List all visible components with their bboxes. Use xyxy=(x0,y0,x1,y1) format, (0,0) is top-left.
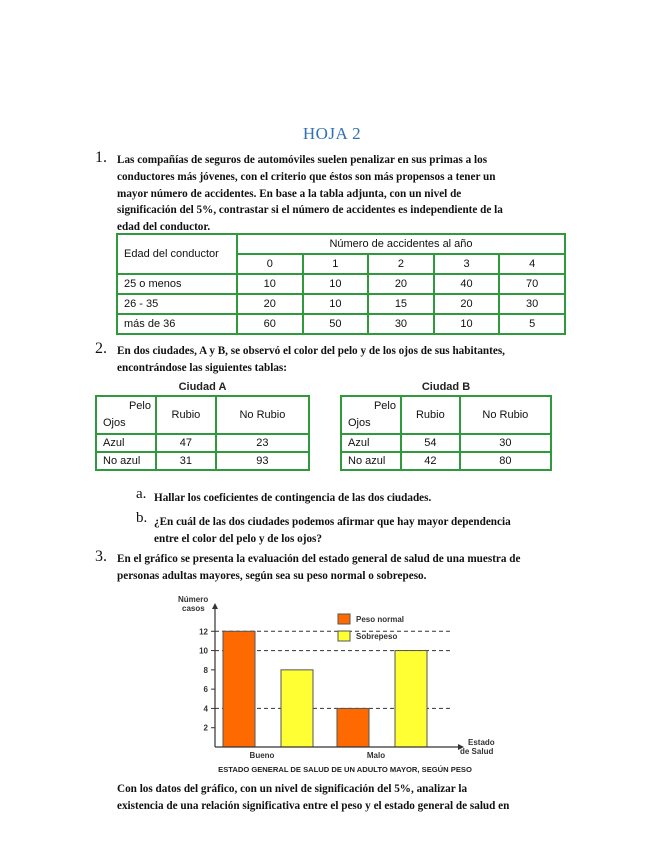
city-b-corner xyxy=(341,396,401,434)
table-cell: 54 xyxy=(401,434,460,452)
table-cell: 15 xyxy=(368,294,434,314)
table-cell: 20 xyxy=(237,294,303,314)
x-axis-label: Estado de Salud xyxy=(460,738,495,756)
x-category-label: Malo xyxy=(366,751,386,760)
table-cell: 10 xyxy=(434,314,500,334)
city-a-caption: Ciudad A xyxy=(178,381,227,393)
q3-after-line: existencia de una relación significativa entre el peso y el estado general de salud en xyxy=(117,799,510,812)
q1-line: significación del 5%, contrastar si el número de accidentes es independiente de la xyxy=(117,204,503,217)
table-cell: 23 xyxy=(216,434,309,452)
table-cell: 10 xyxy=(237,274,303,294)
sub-a-text: Hallar los coeficientes de contingencia de las dos ciudades. xyxy=(154,492,432,504)
corner-ojos-label: Ojos xyxy=(103,417,126,429)
table-col-header: No Rubio xyxy=(460,396,551,434)
chart-title: ESTADO GENERAL DE SALUD DE UN ADULTO MAYOR, SEGÚN PESO xyxy=(218,765,472,774)
table-cell: 10 xyxy=(303,274,369,294)
table-cell: 47 xyxy=(156,434,216,452)
row-label: No azul xyxy=(96,452,156,470)
q2-line: En dos ciudades, A y B, se observó el color del pelo y de los ojos de sus habitantes, xyxy=(117,345,505,357)
table-cell: 30 xyxy=(460,434,551,452)
health-weight-chart xyxy=(160,592,530,777)
table-cell: 50 xyxy=(303,314,369,334)
table-corner: Edad del conductor xyxy=(117,234,237,274)
table-col-header: Rubio xyxy=(156,396,216,434)
q2-line: encontrándose las siguientes tablas: xyxy=(117,361,287,374)
table-row xyxy=(341,434,551,452)
question-3-conclusion xyxy=(117,781,569,815)
table-col-header: Rubio xyxy=(401,396,460,434)
y-tick-label: 6 xyxy=(203,685,208,695)
row-label: 26 - 35 xyxy=(117,294,237,314)
city-a-corner xyxy=(96,396,156,434)
q1-line: edad del conductor. xyxy=(117,221,211,234)
sub-b-letter: b. xyxy=(136,510,148,526)
table-cell: 70 xyxy=(499,274,565,294)
question-1-number: 1. xyxy=(95,149,107,166)
sub-b-line: entre el color del pelo y de los ojos? xyxy=(154,532,322,545)
y-tick-label: 12 xyxy=(199,627,208,637)
table-cell: 40 xyxy=(434,274,500,294)
city-b-table xyxy=(340,395,552,471)
corner-pelo-label: Pelo xyxy=(128,400,151,412)
table-cell: 31 xyxy=(156,452,216,470)
table-row xyxy=(117,314,565,334)
table-cell: 10 xyxy=(303,294,369,314)
bar-peso-normal xyxy=(223,631,255,747)
q1-line: Las compañías de seguros de automóviles suelen penalizar en sus primas a los xyxy=(117,154,488,166)
y-axis-arrow xyxy=(212,603,218,609)
table-row xyxy=(96,434,309,452)
x-category-label: Bueno xyxy=(249,751,275,760)
legend-label: Peso normal xyxy=(356,615,405,624)
table-row xyxy=(96,452,309,470)
table-col-header: 2 xyxy=(368,254,434,274)
q3-after-line: Con los datos del gráfico, con un nivel de significación del 5%, analizar la xyxy=(117,783,468,795)
accidents-table xyxy=(116,233,566,335)
q1-line: mayor número de accidentes. En base a la tabla adjunta, con un nivel de xyxy=(117,187,462,200)
table-cell: 93 xyxy=(216,452,309,470)
q3-line: En el gráfico se presenta la evaluación del estado general de salud de una muestra de xyxy=(117,553,521,565)
bar-sobrepeso xyxy=(281,670,313,747)
table-row xyxy=(341,452,551,470)
table-cell: 60 xyxy=(237,314,303,334)
table-col-header: 1 xyxy=(303,254,369,274)
question-2-text xyxy=(117,343,569,377)
row-label: 25 o menos xyxy=(117,274,237,294)
question-3-text xyxy=(117,551,569,585)
q1-line: conductores más jóvenes, con el criterio que éstos son más propensos a tener un xyxy=(117,170,496,183)
y-axis-label: Número casos xyxy=(178,595,209,613)
row-label: Azul xyxy=(341,434,401,452)
table-cell: 30 xyxy=(499,294,565,314)
table-cell: 80 xyxy=(460,452,551,470)
city-b-caption: Ciudad B xyxy=(421,381,471,393)
y-tick-label: 10 xyxy=(199,646,208,656)
table-cell: 20 xyxy=(434,294,500,314)
table-col-header: No Rubio xyxy=(216,396,309,434)
legend-swatch xyxy=(338,614,350,624)
table-col-header: 0 xyxy=(237,254,303,274)
y-tick-label: 8 xyxy=(203,665,208,675)
q3-line: personas adultas mayores, según sea su peso normal o sobrepeso. xyxy=(117,569,427,582)
y-tick-label: 2 xyxy=(203,723,208,733)
table-cell: 20 xyxy=(368,274,434,294)
table-cell: 42 xyxy=(401,452,460,470)
y-tick-label: 4 xyxy=(203,704,208,714)
table-row xyxy=(117,274,565,294)
row-label: más de 36 xyxy=(117,314,237,334)
sub-b-text xyxy=(154,514,574,548)
corner-pelo-label: Pelo xyxy=(373,400,396,412)
sub-b-line: ¿En cuál de las dos ciudades podemos afirmar que hay mayor dependencia xyxy=(154,516,511,528)
table-row xyxy=(117,294,565,314)
sub-a-letter: a. xyxy=(136,486,147,502)
question-3-number: 3. xyxy=(95,548,107,565)
legend-swatch xyxy=(338,631,350,641)
row-label: Azul xyxy=(96,434,156,452)
bar-peso-normal xyxy=(337,708,369,747)
table-col-header: 4 xyxy=(499,254,565,274)
city-a-table xyxy=(95,395,310,471)
question-2-number: 2. xyxy=(95,340,107,357)
question-1-text xyxy=(117,152,569,236)
table-group-header: Número de accidentes al año xyxy=(237,234,565,254)
table-cell: 5 xyxy=(499,314,565,334)
bar-sobrepeso xyxy=(395,651,427,747)
corner-ojos-label: Ojos xyxy=(348,417,371,429)
row-label: No azul xyxy=(341,452,401,470)
legend-label: Sobrepeso xyxy=(356,632,398,641)
table-cell: 30 xyxy=(368,314,434,334)
table-col-header: 3 xyxy=(434,254,500,274)
page-title: HOJA 2 xyxy=(302,124,362,143)
